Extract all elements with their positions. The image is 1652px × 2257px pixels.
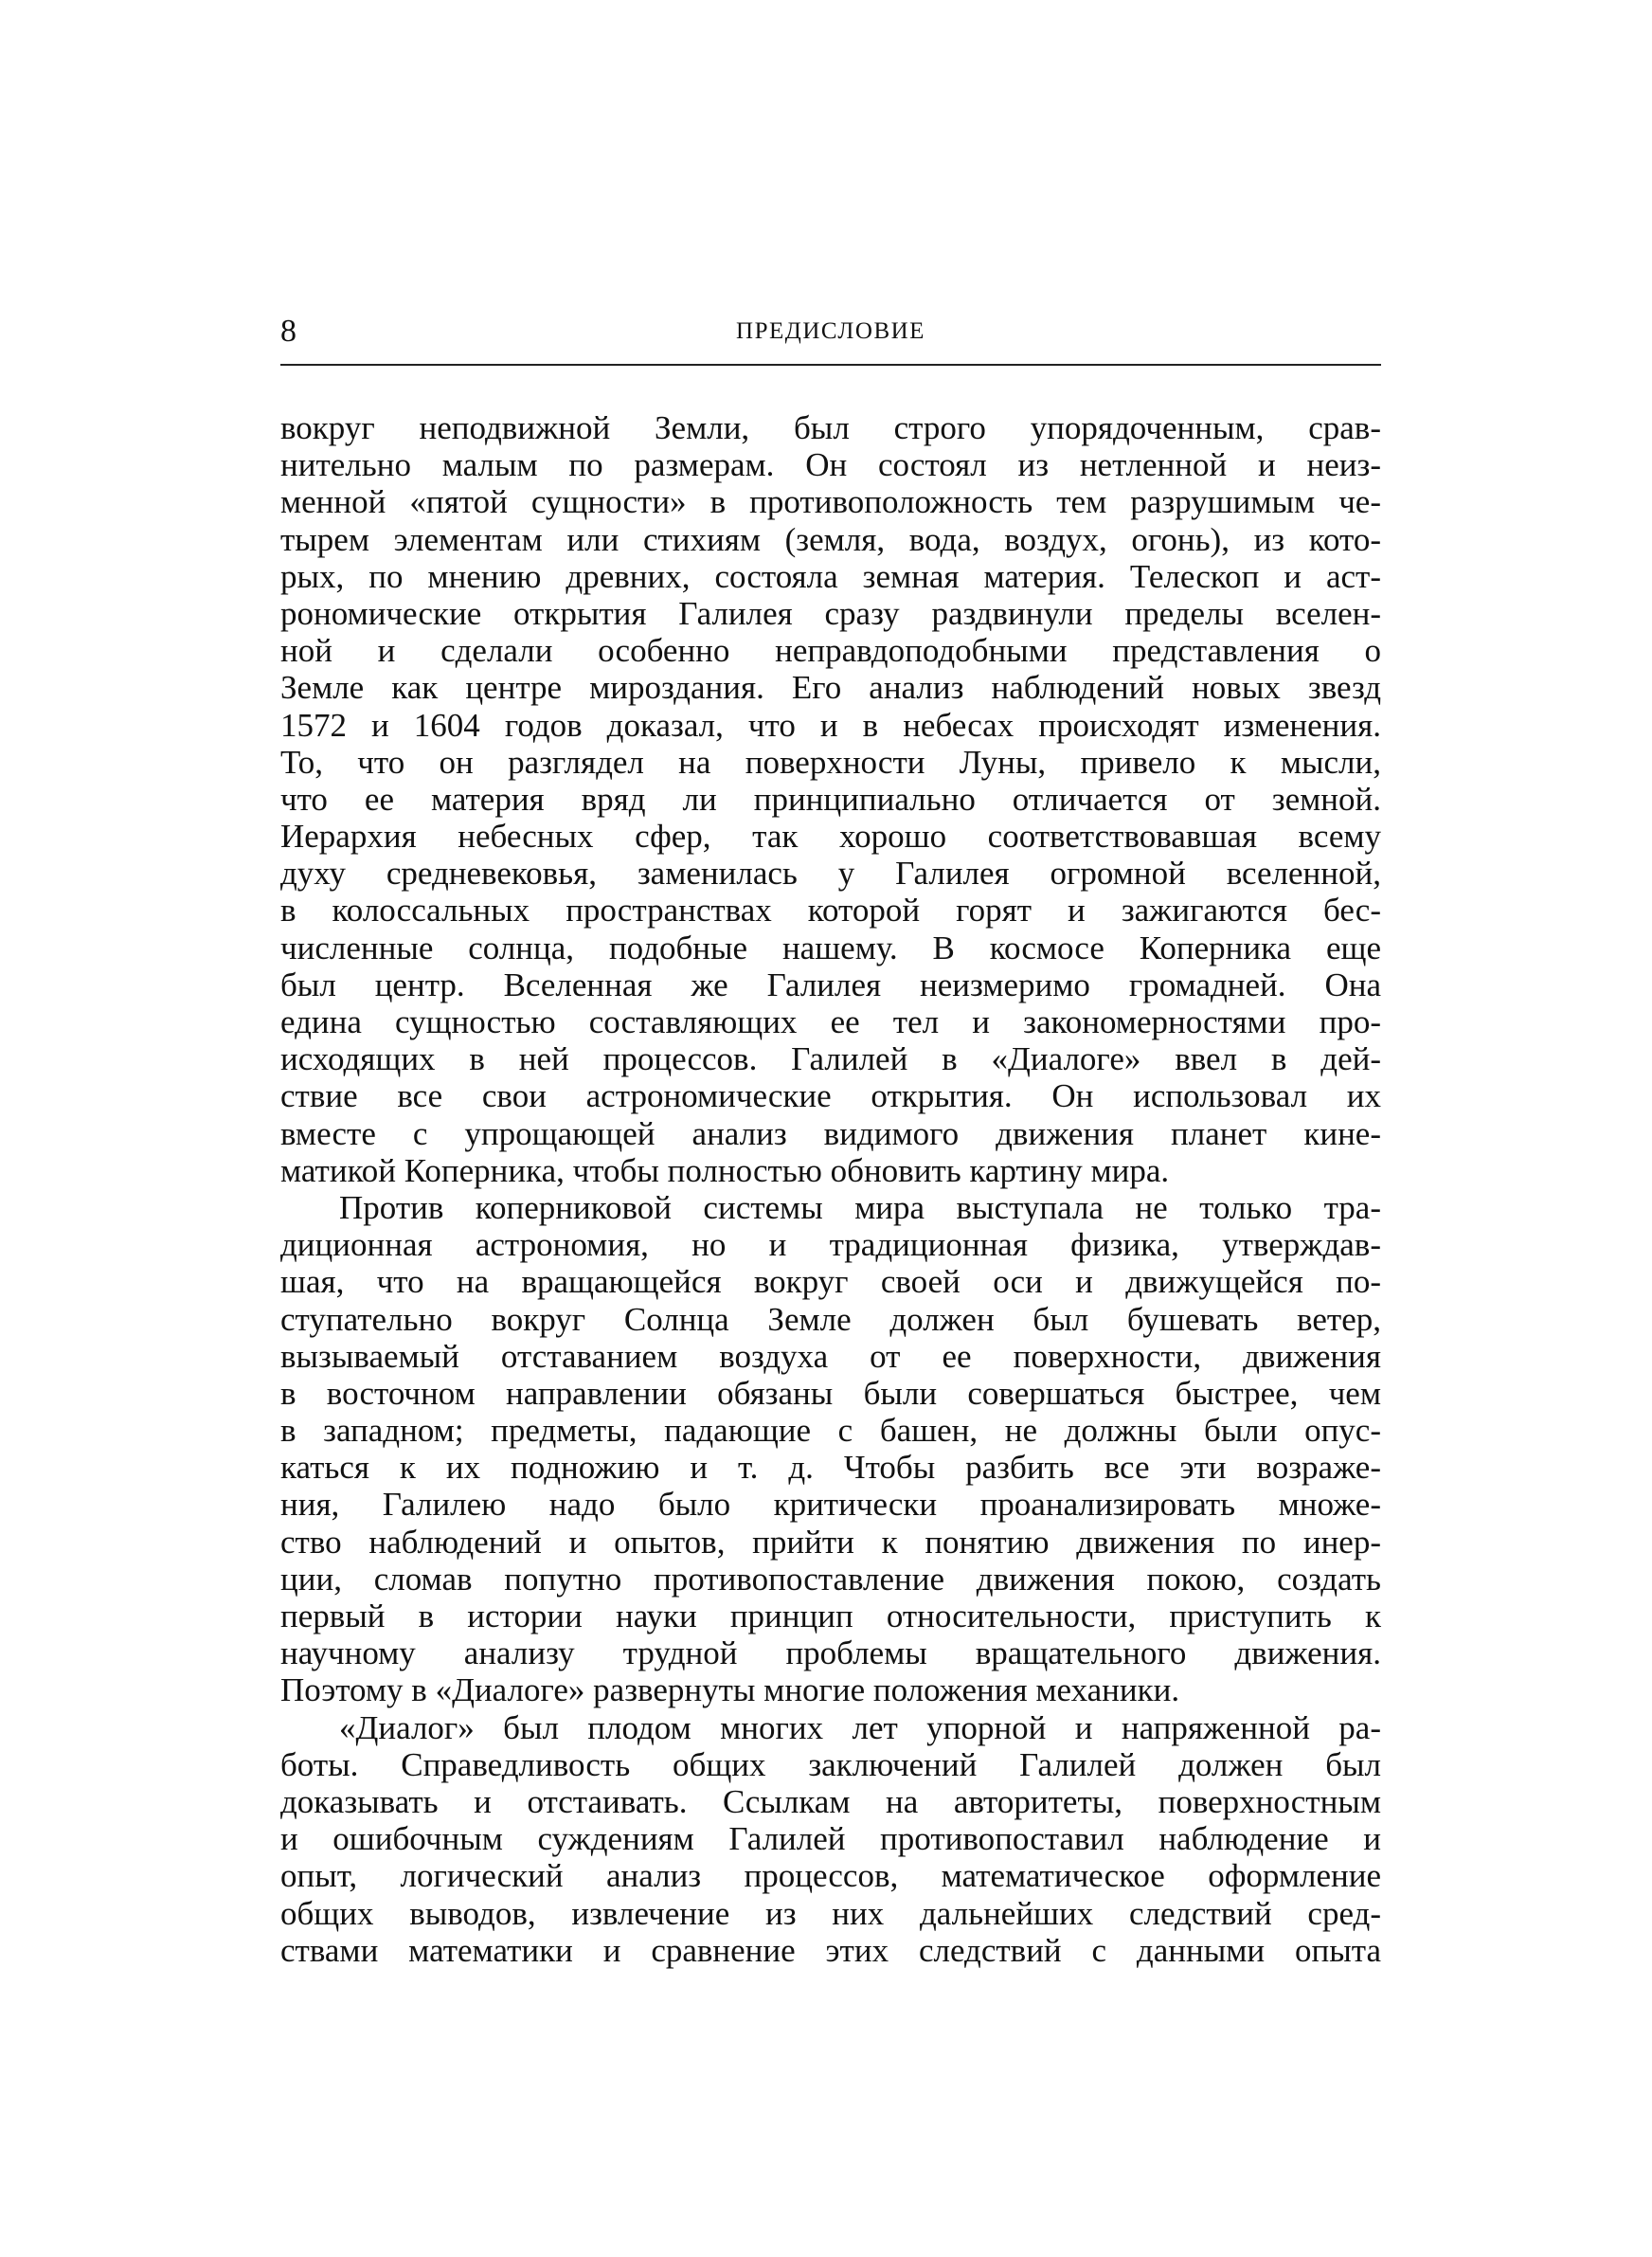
text-line: в колоссальных пространствах которой горят и зажигаются бес-: [280, 892, 1381, 930]
text-line: Иерархия небесных сфер, так хорошо соответствовавшая всему: [280, 818, 1381, 856]
paragraph-1: [280, 409, 1381, 1189]
paragraph-3: [280, 1709, 1381, 1969]
text-line: и ошибочным суждениям Галилей противопоставил наблюдение и: [280, 1820, 1381, 1858]
text-line: доказывать и отстаивать. Ссылкам на авторитеты, поверхностным: [280, 1782, 1381, 1820]
text-line: 1572 и 1604 годов доказал, что и в небесах происходят изменения.: [280, 706, 1381, 744]
text-line: ствами математики и сравнение этих следствий с данными опыта: [280, 1931, 1381, 1969]
text-line: Против коперниковой системы мира выступала не только тра-: [339, 1188, 1381, 1226]
text-line: опыт, логический анализ процессов, математическое оформление: [280, 1857, 1381, 1895]
text-line: диционная астрономия, но и традиционная физика, утверждав-: [280, 1226, 1381, 1264]
page-header: [280, 313, 1381, 360]
text-line: ции, сломав попутно противопоставление движения покою, создать: [280, 1560, 1381, 1598]
text-line: каться к их подножию и т. д. Чтобы разбить все эти возраже-: [280, 1449, 1381, 1487]
text-line: менной «пятой сущности» в противоположность тем разрушимым че-: [280, 483, 1381, 521]
page-number: 8: [280, 314, 296, 349]
text-line: ствие все свои астрономические открытия. Он использовал их: [280, 1077, 1381, 1115]
text-line: общих выводов, извлечение из них дальнейших следствий сред-: [280, 1894, 1381, 1932]
text-line: ной и сделали особенно неправдоподобными представления о: [280, 632, 1381, 670]
text-line: научному анализу трудной проблемы вращательного движения.: [280, 1634, 1381, 1672]
text-line: в западном; предметы, падающие с башен, не должны были опус-: [280, 1412, 1381, 1450]
text-line: тырем элементам или стихиям (земля, вода, воздух, огонь), из кото-: [280, 520, 1381, 558]
paragraph-2: [280, 1189, 1381, 1709]
text-line: что ее материя вряд ли принципиально отличается от земной.: [280, 780, 1381, 818]
text-line: «Диалог» был плодом многих лет упорной и напряженной ра-: [339, 1708, 1381, 1746]
text-line: нительно малым по размерам. Он состоял из нетленной и неиз-: [280, 446, 1381, 484]
body-text: [280, 409, 1381, 1969]
text-line: едина сущностью составляющих ее тел и закономерностями про-: [280, 1003, 1381, 1040]
running-title: ПРЕДИСЛОВИЕ: [736, 318, 925, 344]
text-line: рых, по мнению древних, состояла земная материя. Телескоп и аст-: [280, 557, 1381, 595]
text-line: численные солнца, подобные нашему. В космосе Коперника еще: [280, 929, 1381, 966]
text-line: шая, что на вращающейся вокруг своей оси и движущейся по-: [280, 1263, 1381, 1301]
text-line: ступательно вокруг Солнца Земле должен был бушевать ветер,: [280, 1300, 1381, 1338]
text-line: духу средневековья, заменилась у Галилея огромной вселенной,: [280, 855, 1381, 893]
text-line: ство наблюдений и опытов, прийти к понятию движения по инер-: [280, 1523, 1381, 1561]
text-line: был центр. Вселенная же Галилея неизмеримо громадней. Она: [280, 966, 1381, 1003]
text-line: вместе с упрощающей анализ видимого движения планет кине-: [280, 1114, 1381, 1152]
text-line: То, что он разглядел на поверхности Луны, привело к мысли,: [280, 743, 1381, 781]
text-line: рономические открытия Галилея сразу раздвинули пределы вселен-: [280, 594, 1381, 632]
text-line: первый в истории науки принцип относительности, приступить к: [280, 1598, 1381, 1634]
text-line: вызываемый отставанием воздуха от ее поверхности, движения: [280, 1337, 1381, 1375]
text-line: матикой Коперника, чтобы полностью обновить картину мира.: [280, 1151, 1170, 1189]
text-line: Земле как центре мироздания. Его анализ наблюдений новых звезд: [280, 669, 1381, 707]
text-line: ния, Галилею надо было критически проанализировать множе-: [280, 1486, 1381, 1524]
header-rule: [280, 364, 1381, 366]
text-line: боты. Справедливость общих заключений Галилей должен был: [280, 1745, 1381, 1783]
text-line: в восточном направлении обязаны были совершаться быстрее, чем: [280, 1374, 1381, 1412]
text-line: Поэтому в «Диалоге» развернуты многие положения механики.: [280, 1671, 1180, 1709]
text-line: исходящих в ней процессов. Галилей в «Диалоге» ввел в дей-: [280, 1040, 1381, 1078]
text-line: вокруг неподвижной Земли, был строго упорядоченным, срав-: [280, 409, 1381, 446]
